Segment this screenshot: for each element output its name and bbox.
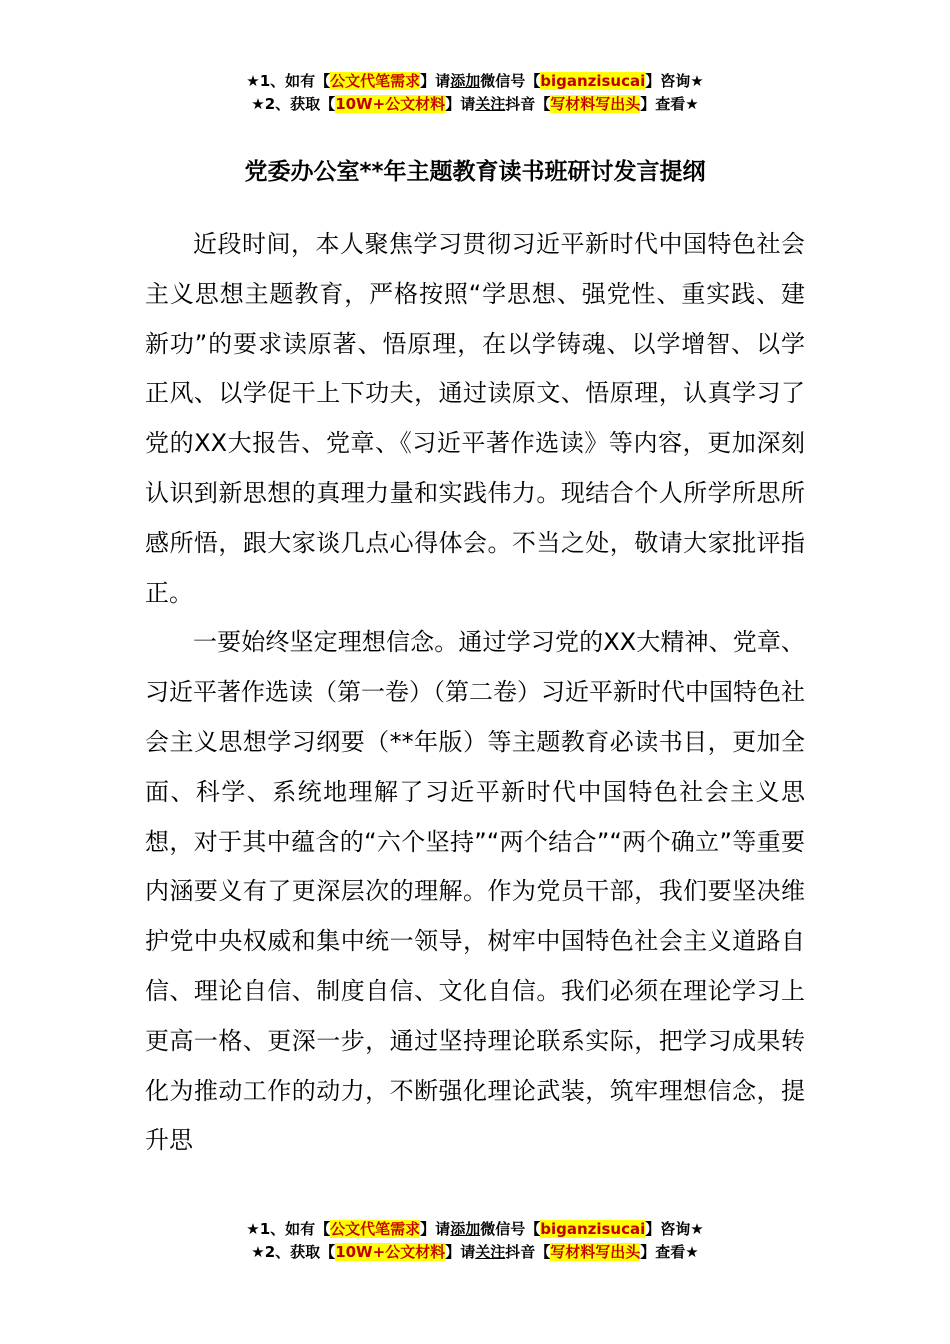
banner-text: 】请: [420, 1220, 451, 1238]
header-banner: [0, 70, 950, 116]
banner-tag-douyin: 写材料写出头: [550, 95, 641, 113]
banner-line-1: [0, 70, 950, 93]
banner-tag-wechat-id: biganzisucai: [540, 1220, 646, 1238]
banner-line-2: [0, 1241, 950, 1264]
banner-text: 】请: [445, 95, 476, 113]
banner-tag-materials: 10W+公文材料: [335, 1243, 446, 1261]
banner-text: 】咨询★: [645, 72, 704, 90]
banner-emphasis: 关注: [475, 1243, 506, 1261]
banner-text: 微信号【: [480, 72, 541, 90]
paragraph-intro: 近段时间，本人聚焦学习贯彻习近平新时代中国特色社会主义思想主题教育，严格按照“学思想、强党性、重实践、建新功”的要求读原著、悟原理，在以学铸魂、以学增智、以学正风、以学促干上下功夫，通过读原文、悟原理，认真学习了党的XX大报告、党章、《习近平著作选读》等内容，更加深刻认识到新思想的真理力量和实践伟力。现结合个人所学所思所感所悟，跟大家谈几点心得体会。不当之处，敬请大家批评指正。: [145, 230, 805, 607]
banner-emphasis: 添加: [450, 1220, 481, 1238]
banner-text: 】咨询★: [645, 1220, 704, 1238]
banner-text: 抖音【: [505, 95, 551, 113]
banner-text: ★1、如有【: [246, 72, 331, 90]
banner-tag-materials: 10W+公文材料: [335, 95, 446, 113]
banner-tag-ghostwriting: 公文代笔需求: [330, 72, 421, 90]
banner-emphasis: 关注: [475, 95, 506, 113]
banner-text: ★2、获取【: [251, 95, 336, 113]
paragraph-point-1: 一要始终坚定理想信念。通过学习党的XX大精神、党章、习近平著作选读（第一卷）（第二卷）习近平新时代中国特色社会主义思想学习纲要（**年版）等主题教育必读书目，更加全面、科学、系统地理解了习近平新时代中国特色社会主义思想，对于其中蕴含的“六个坚持”“两个结合”“两个确立”等重要内涵要义有了更深层次的理解。作为党员干部，我们要坚决维护党中央权威和集中统一领导，树牢中国特色社会主义道路自信、理论自信、制度自信、文化自信。我们必须在理论学习上更高一格、更深一步，通过坚持理论联系实际，把学习成果转化为推动工作的动力，不断强化理论武装，筑牢理想信念，提升思: [145, 628, 805, 1155]
banner-tag-douyin: 写材料写出头: [550, 1243, 641, 1261]
banner-text: ★1、如有【: [246, 1220, 331, 1238]
banner-emphasis: 添加: [450, 72, 481, 90]
document-body: [145, 220, 805, 1165]
banner-tag-wechat-id: biganzisucai: [540, 72, 646, 90]
banner-tag-ghostwriting: 公文代笔需求: [330, 1220, 421, 1238]
banner-text: ★2、获取【: [251, 1243, 336, 1261]
banner-text: 】请: [445, 1243, 476, 1261]
banner-text: 】查看★: [640, 1243, 699, 1261]
banner-text: 】查看★: [640, 95, 699, 113]
banner-text: 抖音【: [505, 1243, 551, 1261]
footer-banner: [0, 1218, 950, 1264]
banner-line-2: [0, 93, 950, 116]
document-title: 党委办公室**年主题教育读书班研讨发言提纲: [244, 159, 706, 185]
banner-line-1: [0, 1218, 950, 1241]
banner-text: 微信号【: [480, 1220, 541, 1238]
banner-text: 】请: [420, 72, 451, 90]
